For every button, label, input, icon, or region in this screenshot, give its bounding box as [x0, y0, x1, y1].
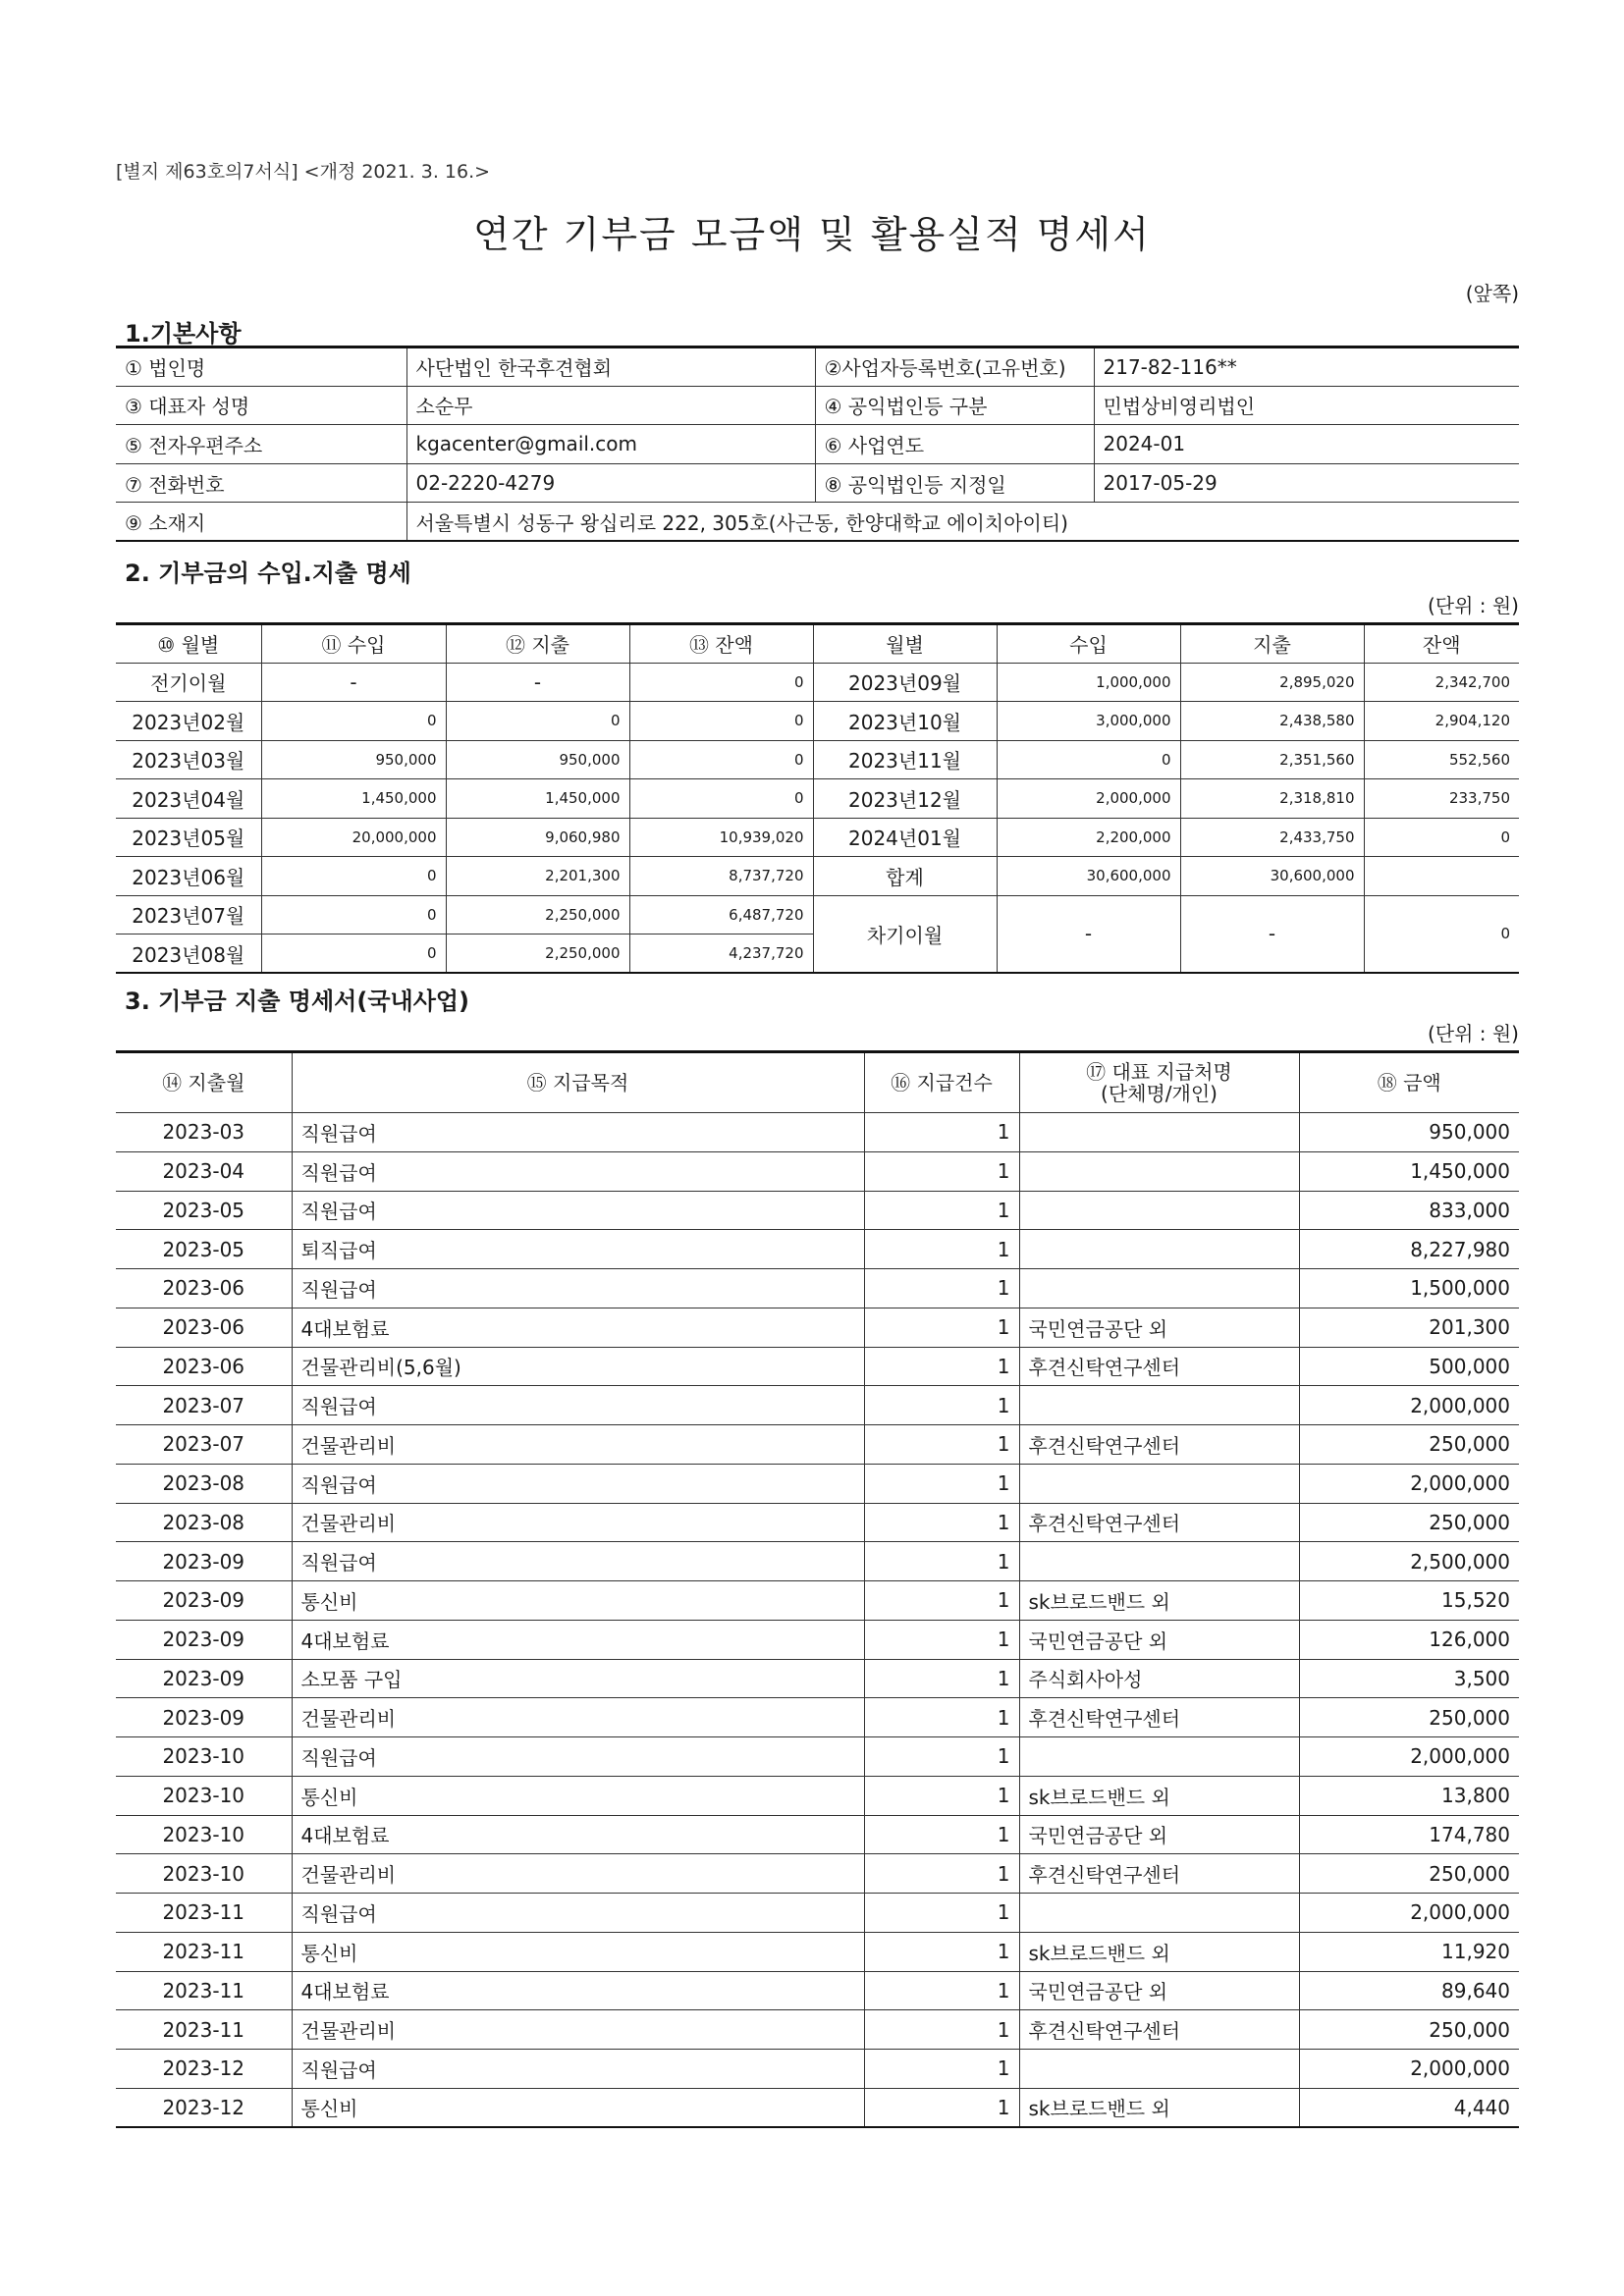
expense-row: [116, 1737, 1519, 1777]
expense-row: [116, 1698, 1519, 1737]
amount-cell: -: [997, 895, 1180, 973]
basic-info-table: [116, 346, 1519, 542]
column-header: 지출: [1180, 624, 1364, 664]
column-header: ⑭ 지출월: [116, 1052, 292, 1113]
month-cell: 2023-10: [116, 1854, 292, 1894]
purpose-cell: 건물관리비: [292, 1854, 864, 1894]
purpose-cell: 직원급여: [292, 1113, 864, 1152]
amount-cell: 13,800: [1299, 1776, 1519, 1815]
amount-cell: -: [261, 663, 446, 702]
amount-cell: 0: [997, 740, 1180, 779]
column-header-line: (단체명/개인): [1101, 1082, 1218, 1105]
payee-cell: 후견신탁연구센터: [1019, 2010, 1299, 2050]
payee-cell: [1019, 1464, 1299, 1503]
column-header: ⑮ 지급목적: [292, 1052, 864, 1113]
month-cell: 2023-09: [116, 1581, 292, 1621]
month-cell: 2023-05: [116, 1230, 292, 1269]
field-label: ②사업자등록번호(고유번호): [815, 347, 1094, 387]
amount-cell: 0: [261, 857, 446, 896]
amount-cell: 0: [261, 934, 446, 974]
payee-cell: 후견신탁연구센터: [1019, 1698, 1299, 1737]
amount-cell: 950,000: [261, 740, 446, 779]
expense-row: [116, 1347, 1519, 1386]
field-value: 서울특별시 성동구 왕십리로 222, 305호(사근동, 한양대학교 에이치아이티): [406, 503, 1519, 542]
count-cell: 1: [864, 1894, 1019, 1933]
count-cell: 1: [864, 2050, 1019, 2089]
ledger-row: [116, 663, 1519, 702]
payee-cell: sk브로드밴드 외: [1019, 1776, 1299, 1815]
month-cell: 2023-09: [116, 1542, 292, 1581]
ledger-row: [116, 857, 1519, 896]
amount-cell: 0: [629, 779, 813, 819]
ledger-header-row: [116, 624, 1519, 664]
amount-cell: 30,600,000: [1180, 857, 1364, 896]
ledger-row: [116, 702, 1519, 741]
column-header: ⑬ 잔액: [629, 624, 813, 664]
month-cell: 2023-12: [116, 2050, 292, 2089]
payee-cell: 주식회사아성: [1019, 1659, 1299, 1698]
count-cell: 1: [864, 1932, 1019, 1971]
ledger-table: [116, 622, 1519, 974]
ledger-row: [116, 818, 1519, 857]
month-cell: 2023년09월: [813, 663, 997, 702]
amount-cell: 3,500: [1299, 1659, 1519, 1698]
expense-row: [116, 2050, 1519, 2089]
month-cell: 2023-06: [116, 1347, 292, 1386]
column-header: 수입: [997, 624, 1180, 664]
ledger-unit: (단위 : 원): [1427, 594, 1519, 617]
payee-cell: 후견신탁연구센터: [1019, 1503, 1299, 1542]
section-basic-heading: 1.기본사항: [125, 320, 242, 347]
payee-cell: [1019, 1269, 1299, 1308]
payee-cell: [1019, 1894, 1299, 1933]
purpose-cell: 직원급여: [292, 1894, 864, 1933]
amount-cell: 833,000: [1299, 1191, 1519, 1230]
section-expense-heading: 3. 기부금 지출 명세서(국내사업): [125, 988, 470, 1015]
amount-cell: 2,500,000: [1299, 1542, 1519, 1581]
expense-row: [116, 1542, 1519, 1581]
count-cell: 1: [864, 1737, 1019, 1777]
month-cell: 2023년02월: [116, 702, 261, 741]
month-cell: 2023-11: [116, 1971, 292, 2010]
amount-cell: 0: [629, 740, 813, 779]
amount-cell: 2,200,000: [997, 818, 1180, 857]
field-label: ① 법인명: [116, 347, 406, 387]
purpose-cell: 건물관리비(5,6월): [292, 1347, 864, 1386]
amount-cell: 250,000: [1299, 1503, 1519, 1542]
amount-cell: 2,000,000: [997, 779, 1180, 819]
count-cell: 1: [864, 1191, 1019, 1230]
month-cell: 2023-08: [116, 1464, 292, 1503]
ledger-row: [116, 779, 1519, 819]
amount-cell: 552,560: [1364, 740, 1519, 779]
month-cell: 2023-09: [116, 1620, 292, 1659]
month-cell: 차기이월: [813, 895, 997, 973]
expense-row: [116, 1854, 1519, 1894]
payee-cell: 국민연금공단 외: [1019, 1308, 1299, 1347]
purpose-cell: 직원급여: [292, 1269, 864, 1308]
column-header: ⑯ 지급건수: [864, 1052, 1019, 1113]
amount-cell: 1,500,000: [1299, 1269, 1519, 1308]
column-header: 월별: [813, 624, 997, 664]
amount-cell: 30,600,000: [997, 857, 1180, 896]
month-cell: 2023년08월: [116, 934, 261, 974]
field-label: ④ 공익법인등 구분: [815, 386, 1094, 425]
field-label: ③ 대표자 성명: [116, 386, 406, 425]
basic-info-row: [116, 463, 1519, 503]
count-cell: 1: [864, 1269, 1019, 1308]
expense-table: [116, 1050, 1519, 2128]
field-value: kgacenter@gmail.com: [406, 425, 815, 464]
expense-row: [116, 1191, 1519, 1230]
count-cell: 1: [864, 1425, 1019, 1465]
payee-cell: 후견신탁연구센터: [1019, 1854, 1299, 1894]
amount-cell: 9,060,980: [446, 818, 629, 857]
month-cell: 2023-04: [116, 1151, 292, 1191]
amount-cell: 250,000: [1299, 1698, 1519, 1737]
payee-cell: 국민연금공단 외: [1019, 1971, 1299, 2010]
form-reference: [별지 제63호의7서식] <개정 2021. 3. 16.>: [116, 161, 491, 183]
amount-cell: 2,000,000: [1299, 1386, 1519, 1425]
month-cell: 합계: [813, 857, 997, 896]
ledger-row: [116, 740, 1519, 779]
count-cell: 1: [864, 1581, 1019, 1621]
amount-cell: 2,000,000: [1299, 1737, 1519, 1777]
count-cell: 1: [864, 2010, 1019, 2050]
expense-row: [116, 1230, 1519, 1269]
purpose-cell: 직원급여: [292, 1737, 864, 1777]
payee-cell: 국민연금공단 외: [1019, 1815, 1299, 1854]
amount-cell: 1,450,000: [261, 779, 446, 819]
count-cell: 1: [864, 1542, 1019, 1581]
amount-cell: 1,450,000: [1299, 1151, 1519, 1191]
amount-cell: 4,237,720: [629, 934, 813, 974]
amount-cell: 2,000,000: [1299, 2050, 1519, 2089]
count-cell: 1: [864, 1815, 1019, 1854]
payee-cell: [1019, 1737, 1299, 1777]
month-cell: 2023-12: [116, 2088, 292, 2127]
month-cell: 2023-03: [116, 1113, 292, 1152]
amount-cell: 950,000: [1299, 1113, 1519, 1152]
payee-cell: 후견신탁연구센터: [1019, 1425, 1299, 1465]
purpose-cell: 통신비: [292, 1932, 864, 1971]
month-cell: 2023-10: [116, 1776, 292, 1815]
field-label: ⑧ 공익법인등 지정일: [815, 463, 1094, 503]
page-side-label: (앞쪽): [1465, 282, 1519, 305]
purpose-cell: 직원급여: [292, 1386, 864, 1425]
amount-cell: 2,250,000: [446, 895, 629, 934]
amount-cell: 2,895,020: [1180, 663, 1364, 702]
amount-cell: 10,939,020: [629, 818, 813, 857]
purpose-cell: 통신비: [292, 1776, 864, 1815]
basic-info-row: [116, 503, 1519, 542]
purpose-cell: 직원급여: [292, 1151, 864, 1191]
count-cell: 1: [864, 1698, 1019, 1737]
expense-row: [116, 1464, 1519, 1503]
expense-row: [116, 1386, 1519, 1425]
expense-row: [116, 2010, 1519, 2050]
count-cell: 1: [864, 1386, 1019, 1425]
amount-cell: 0: [446, 702, 629, 741]
field-value: 소순무: [406, 386, 815, 425]
month-cell: 2023-06: [116, 1269, 292, 1308]
amount-cell: 2,351,560: [1180, 740, 1364, 779]
month-cell: 2023-07: [116, 1425, 292, 1465]
expense-row: [116, 1971, 1519, 2010]
payee-cell: [1019, 1151, 1299, 1191]
amount-cell: 0: [629, 663, 813, 702]
amount-cell: 0: [261, 702, 446, 741]
month-cell: 2023-08: [116, 1503, 292, 1542]
amount-cell: 2,438,580: [1180, 702, 1364, 741]
column-header: ⑩ 월별: [116, 624, 261, 664]
basic-info-row: [116, 347, 1519, 387]
purpose-cell: 건물관리비: [292, 1698, 864, 1737]
expense-unit: (단위 : 원): [1427, 1022, 1519, 1045]
expense-row: [116, 1503, 1519, 1542]
amount-cell: 174,780: [1299, 1815, 1519, 1854]
column-header: ⑪ 수입: [261, 624, 446, 664]
month-cell: 2023-06: [116, 1308, 292, 1347]
purpose-cell: 4대보험료: [292, 1308, 864, 1347]
expense-row: [116, 1815, 1519, 1854]
month-cell: 2023-10: [116, 1737, 292, 1777]
amount-cell: 0: [629, 702, 813, 741]
month-cell: 2023-11: [116, 1932, 292, 1971]
payee-cell: [1019, 2050, 1299, 2089]
purpose-cell: 4대보험료: [292, 1620, 864, 1659]
field-value: 2017-05-29: [1094, 463, 1519, 503]
expense-row: [116, 1581, 1519, 1621]
amount-cell: 6,487,720: [629, 895, 813, 934]
count-cell: 1: [864, 1113, 1019, 1152]
month-cell: 2023-09: [116, 1698, 292, 1737]
payee-cell: [1019, 1191, 1299, 1230]
count-cell: 1: [864, 2088, 1019, 2127]
amount-cell: 201,300: [1299, 1308, 1519, 1347]
amount-cell: 126,000: [1299, 1620, 1519, 1659]
field-value: 민법상비영리법인: [1094, 386, 1519, 425]
column-header: ⑱ 금액: [1299, 1052, 1519, 1113]
amount-cell: 8,737,720: [629, 857, 813, 896]
purpose-cell: 직원급여: [292, 1191, 864, 1230]
amount-cell: 2,433,750: [1180, 818, 1364, 857]
amount-cell: 0: [1364, 818, 1519, 857]
amount-cell: 89,640: [1299, 1971, 1519, 2010]
month-cell: 2023년10월: [813, 702, 997, 741]
expense-row: [116, 1776, 1519, 1815]
month-cell: 2023-10: [116, 1815, 292, 1854]
count-cell: 1: [864, 1151, 1019, 1191]
payee-cell: 후견신탁연구센터: [1019, 1347, 1299, 1386]
payee-cell: sk브로드밴드 외: [1019, 2088, 1299, 2127]
basic-info-row: [116, 386, 1519, 425]
column-header: ⑫ 지출: [446, 624, 629, 664]
expense-row: [116, 2088, 1519, 2127]
purpose-cell: 직원급여: [292, 2050, 864, 2089]
purpose-cell: 건물관리비: [292, 1503, 864, 1542]
amount-cell: 0: [261, 895, 446, 934]
amount-cell: 2,000,000: [1299, 1464, 1519, 1503]
amount-cell: 2,000,000: [1299, 1894, 1519, 1933]
count-cell: 1: [864, 1347, 1019, 1386]
count-cell: 1: [864, 1776, 1019, 1815]
purpose-cell: 소모품 구입: [292, 1659, 864, 1698]
count-cell: 1: [864, 1971, 1019, 2010]
purpose-cell: 4대보험료: [292, 1815, 864, 1854]
column-header: 잔액: [1364, 624, 1519, 664]
month-cell: 2023-11: [116, 1894, 292, 1933]
field-value: 02-2220-4279: [406, 463, 815, 503]
amount-cell: 1,000,000: [997, 663, 1180, 702]
month-cell: 2023년05월: [116, 818, 261, 857]
amount-cell: 0: [1364, 895, 1519, 973]
field-label: ⑤ 전자우편주소: [116, 425, 406, 464]
ledger-row: [116, 895, 1519, 934]
field-value: 사단법인 한국후견협회: [406, 347, 815, 387]
expense-row: [116, 1151, 1519, 1191]
expense-row: [116, 1659, 1519, 1698]
amount-cell: 2,904,120: [1364, 702, 1519, 741]
purpose-cell: 4대보험료: [292, 1971, 864, 2010]
count-cell: 1: [864, 1230, 1019, 1269]
basic-info-row: [116, 425, 1519, 464]
amount-cell: 11,920: [1299, 1932, 1519, 1971]
payee-cell: 국민연금공단 외: [1019, 1620, 1299, 1659]
column-header-line: ⑰ 대표 지급처명: [1086, 1060, 1232, 1084]
month-cell: 2023년12월: [813, 779, 997, 819]
month-cell: 전기이월: [116, 663, 261, 702]
month-cell: 2023-11: [116, 2010, 292, 2050]
amount-cell: 500,000: [1299, 1347, 1519, 1386]
amount-cell: 2,250,000: [446, 934, 629, 974]
field-label: ⑦ 전화번호: [116, 463, 406, 503]
month-cell: 2023년04월: [116, 779, 261, 819]
amount-cell: 3,000,000: [997, 702, 1180, 741]
expense-row: [116, 1113, 1519, 1152]
amount-cell: [1364, 857, 1519, 896]
count-cell: 1: [864, 1854, 1019, 1894]
payee-cell: [1019, 1230, 1299, 1269]
count-cell: 1: [864, 1308, 1019, 1347]
expense-row: [116, 1894, 1519, 1933]
expense-row: [116, 1425, 1519, 1465]
amount-cell: 15,520: [1299, 1581, 1519, 1621]
payee-cell: [1019, 1542, 1299, 1581]
purpose-cell: 직원급여: [292, 1464, 864, 1503]
count-cell: 1: [864, 1503, 1019, 1542]
expense-header-row: [116, 1052, 1519, 1113]
month-cell: 2023년11월: [813, 740, 997, 779]
amount-cell: 2,318,810: [1180, 779, 1364, 819]
month-cell: 2023년07월: [116, 895, 261, 934]
document-title: 연간 기부금 모금액 및 활용실적 명세서: [473, 213, 1151, 256]
field-value: 217-82-116**: [1094, 347, 1519, 387]
payee-cell: [1019, 1113, 1299, 1152]
amount-cell: 1,450,000: [446, 779, 629, 819]
month-cell: 2023년06월: [116, 857, 261, 896]
section-ledger-heading: 2. 기부금의 수입.지출 명세: [125, 560, 411, 587]
field-label: ⑨ 소재지: [116, 503, 406, 542]
amount-cell: 4,440: [1299, 2088, 1519, 2127]
month-cell: 2023년03월: [116, 740, 261, 779]
purpose-cell: 건물관리비: [292, 1425, 864, 1465]
purpose-cell: 퇴직급여: [292, 1230, 864, 1269]
purpose-cell: 통신비: [292, 2088, 864, 2127]
field-value: 2024-01: [1094, 425, 1519, 464]
amount-cell: 250,000: [1299, 1854, 1519, 1894]
month-cell: 2023-07: [116, 1386, 292, 1425]
amount-cell: 250,000: [1299, 1425, 1519, 1465]
expense-row: [116, 1269, 1519, 1308]
count-cell: 1: [864, 1464, 1019, 1503]
field-label: ⑥ 사업연도: [815, 425, 1094, 464]
month-cell: 2023-05: [116, 1191, 292, 1230]
purpose-cell: 건물관리비: [292, 2010, 864, 2050]
purpose-cell: 통신비: [292, 1581, 864, 1621]
amount-cell: 20,000,000: [261, 818, 446, 857]
expense-row: [116, 1932, 1519, 1971]
expense-row: [116, 1620, 1519, 1659]
amount-cell: 2,342,700: [1364, 663, 1519, 702]
month-cell: 2024년01월: [813, 818, 997, 857]
payee-cell: sk브로드밴드 외: [1019, 1932, 1299, 1971]
expense-row: [116, 1308, 1519, 1347]
payee-cell: [1019, 1386, 1299, 1425]
count-cell: 1: [864, 1659, 1019, 1698]
payee-cell: sk브로드밴드 외: [1019, 1581, 1299, 1621]
amount-cell: 2,201,300: [446, 857, 629, 896]
purpose-cell: 직원급여: [292, 1542, 864, 1581]
month-cell: 2023-09: [116, 1659, 292, 1698]
count-cell: 1: [864, 1620, 1019, 1659]
column-header: [1019, 1052, 1299, 1113]
amount-cell: -: [1180, 895, 1364, 973]
amount-cell: -: [446, 663, 629, 702]
amount-cell: 8,227,980: [1299, 1230, 1519, 1269]
amount-cell: 250,000: [1299, 2010, 1519, 2050]
amount-cell: 233,750: [1364, 779, 1519, 819]
amount-cell: 950,000: [446, 740, 629, 779]
